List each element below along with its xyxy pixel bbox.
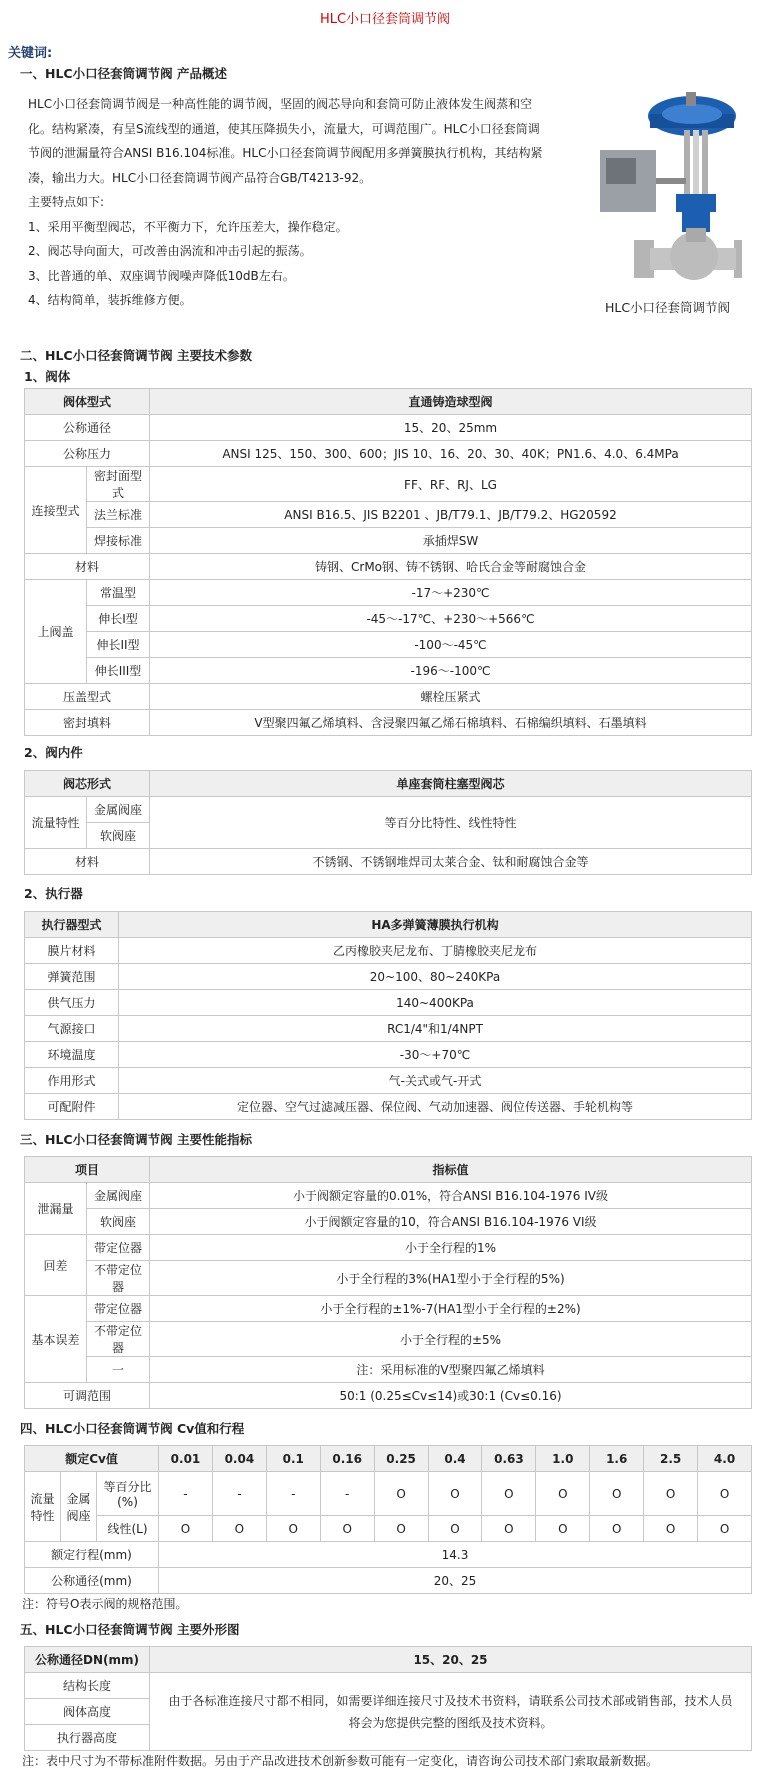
table-row xyxy=(25,554,752,580)
header-cell: 阀体型式 xyxy=(25,389,150,415)
section-2-heading: 二、HLC小口径套筒调节阀 主要技术参数 xyxy=(20,348,252,363)
overview-intro: HLC小口径套筒调节阀是一种高性能的调节阀，坚固的阀芯导向和套筒可防止液体发生阀蒸和空化。结构紧凑，有呈S流线型的通道，使其压降损失小，流量大，可调范围广。HLC小口径套筒调节阀的泄漏量符合ANSI B16.104标准。HLC小口径套筒调节阀配用多弹簧膜执行机构，其结构紧凑，输出力大。HLC小口径套筒调节阀产品符合GB/T4213-92。 xyxy=(28,97,543,185)
lin-cell: O xyxy=(159,1516,213,1542)
dimensions-table xyxy=(24,1646,752,1751)
lin-cell: O xyxy=(428,1516,482,1542)
valve-body-table xyxy=(24,388,752,736)
lin-cell: O xyxy=(212,1516,266,1542)
table-row xyxy=(25,1542,752,1568)
table-row xyxy=(25,441,752,467)
row-value: 不锈钢、不锈钢堆焊司太莱合金、钛和耐腐蚀合金等 xyxy=(150,849,752,875)
table-row xyxy=(25,658,752,684)
row-group-label: 基本误差 xyxy=(25,1296,87,1383)
eq-cell: O xyxy=(590,1472,644,1516)
row-label: 环境温度 xyxy=(25,1042,119,1068)
cv-cell: 0.25 xyxy=(374,1446,428,1472)
eq-cell: O xyxy=(644,1472,698,1516)
row-label: 法兰标准 xyxy=(87,502,150,528)
row-label: 密封面型式 xyxy=(87,467,150,502)
feature-3: 3、比普通的单、双座调节阀噪声降低10dB左右。 xyxy=(28,268,295,283)
lin-cell: O xyxy=(320,1516,374,1542)
header-cell: 指标值 xyxy=(150,1157,752,1183)
keywords-label: 关键词: xyxy=(8,46,53,61)
eq-cell: O xyxy=(698,1472,752,1516)
row-label: 一 xyxy=(87,1357,150,1383)
row-label: 常温型 xyxy=(87,580,150,606)
section-3-heading: 三、HLC小口径套筒调节阀 主要性能指标 xyxy=(20,1132,252,1147)
dimensions-note-cell: 由于各标准连接尺寸都不相同，如需要详细连接尺寸及技术书资料，请联系公司技术部或销售部，技术人员将会为您提供完整的图纸及技术资料。 xyxy=(150,1673,752,1751)
row-label: 作用形式 xyxy=(25,1068,119,1094)
eq-cell: - xyxy=(320,1472,374,1516)
table-row xyxy=(25,415,752,441)
table-row xyxy=(25,1209,752,1235)
lin-cell: O xyxy=(698,1516,752,1542)
section-1-heading: 一、HLC小口径套筒调节阀 产品概述 xyxy=(20,66,227,81)
eq-cell: O xyxy=(428,1472,482,1516)
row-label: 弹簧范围 xyxy=(25,964,119,990)
feature-4: 4、结构简单，装拆维修方便。 xyxy=(28,293,192,307)
table-row xyxy=(25,1068,752,1094)
table-row xyxy=(25,771,752,797)
table-row xyxy=(25,684,752,710)
lin-cell: O xyxy=(374,1516,428,1542)
table-row xyxy=(25,1446,752,1472)
row-label: 软阀座 xyxy=(87,823,150,849)
row-label: 结构长度 xyxy=(25,1673,150,1699)
row-value: 铸钢、CrMo钢、铸不锈钢、哈氏合金等耐腐蚀合金 xyxy=(150,554,752,580)
eq-cell: O xyxy=(482,1472,536,1516)
actuator-table xyxy=(24,911,752,1120)
row-value: 小于全行程的±5% xyxy=(150,1322,752,1357)
table-row xyxy=(25,580,752,606)
table-row xyxy=(25,1296,752,1322)
row-label: 额定行程(mm) xyxy=(25,1542,159,1568)
header-cell: 额定Cv值 xyxy=(25,1446,159,1472)
row-label: 可配附件 xyxy=(25,1094,119,1120)
row-label: 执行器高度 xyxy=(25,1725,150,1751)
table-row xyxy=(25,1094,752,1120)
header-cell: 单座套筒柱塞型阀芯 xyxy=(150,771,752,797)
row-group-label: 泄漏量 xyxy=(25,1183,87,1235)
table-row xyxy=(25,1568,752,1594)
cv-cell: 0.4 xyxy=(428,1446,482,1472)
table-row xyxy=(25,1183,752,1209)
row-group-label: 流量特性 xyxy=(25,797,87,849)
eq-cell: O xyxy=(536,1472,590,1516)
row-value: ANSI 125、150、300、600；JIS 10、16、20、30、40K；PN1.6、4.0、6.4MPa xyxy=(150,441,752,467)
row-label: 软阀座 xyxy=(87,1209,150,1235)
row-label: 伸长I型 xyxy=(87,606,150,632)
table-row xyxy=(25,389,752,415)
table-row xyxy=(25,1157,752,1183)
row-label: 不带定位器 xyxy=(87,1322,150,1357)
row-value: 小于阀额定容量的10，符合ANSI B16.104-1976 VI级 xyxy=(150,1209,752,1235)
row-label: 公称压力 xyxy=(25,441,150,467)
row-label: 伸长II型 xyxy=(87,632,150,658)
cv-cell: 0.01 xyxy=(159,1446,213,1472)
row-value: 140~400KPa xyxy=(119,990,752,1016)
table-row xyxy=(25,912,752,938)
table-row xyxy=(25,606,752,632)
cv-cell: 1.0 xyxy=(536,1446,590,1472)
row-value: 小于全行程的1% xyxy=(150,1235,752,1261)
cv-table xyxy=(24,1445,752,1594)
table-row xyxy=(25,938,752,964)
header-cell: HA多弹簧薄膜执行机构 xyxy=(119,912,752,938)
row-value: -30～+70℃ xyxy=(119,1042,752,1068)
row-group-label: 连接型式 xyxy=(25,467,87,554)
trim-table xyxy=(24,770,752,875)
row-label: 金属阀座 xyxy=(87,1183,150,1209)
cv-cell: 4.0 xyxy=(698,1446,752,1472)
header-cell: 直通铸造球型阀 xyxy=(150,389,752,415)
row-value: ANSI B16.5、JIS B2201 、JB/T79.1、JB/T79.2、HG20592 xyxy=(150,502,752,528)
performance-table xyxy=(24,1156,752,1409)
overview xyxy=(0,84,770,346)
actuator-title: 2、执行器 xyxy=(24,886,83,901)
row-value: 螺栓压紧式 xyxy=(150,684,752,710)
feature-1: 1、采用平衡型阀芯，不平衡力下，允许压差大，操作稳定。 xyxy=(28,219,348,234)
row-value: 注：采用标准的V型聚四氟乙烯填料 xyxy=(150,1357,752,1383)
table-row xyxy=(25,710,752,736)
row-value: 气-关式或气-开式 xyxy=(119,1068,752,1094)
row-value: 承插焊SW xyxy=(150,528,752,554)
lin-cell: O xyxy=(590,1516,644,1542)
row-value: -45～-17℃、+230～+566℃ xyxy=(150,606,752,632)
table-row xyxy=(25,528,752,554)
row-label: 线性(L) xyxy=(97,1516,159,1542)
features-title: 主要特点如下: xyxy=(28,195,105,209)
row-value: 50:1 (0.25≤Cv≤14)或30:1 (Cv≤0.16) xyxy=(150,1383,752,1409)
eq-cell: - xyxy=(159,1472,213,1516)
lin-cell: O xyxy=(644,1516,698,1542)
section-4-heading: 四、HLC小口径套筒调节阀 Cv值和行程 xyxy=(20,1421,245,1436)
dimensions-footnote: 注：表中尺寸为不带标准附件数据。另由于产品改进技术创新参数可能有一定变化，请咨询公司技术部门索取最新数据。 xyxy=(22,1754,659,1768)
row-value: RC1/4"和1/4NPT xyxy=(119,1016,752,1042)
row-label: 阀体高度 xyxy=(25,1699,150,1725)
row-label: 带定位器 xyxy=(87,1235,150,1261)
table-row xyxy=(25,1357,752,1383)
cv-cell: 0.04 xyxy=(212,1446,266,1472)
table-row xyxy=(25,990,752,1016)
row-value: 小于全行程的±1%-7(HA1型小于全行程的±2%) xyxy=(150,1296,752,1322)
row-value: 小于阀额定容量的0.01%，符合ANSI B16.104-1976 IV级 xyxy=(150,1183,752,1209)
row-group-label: 回差 xyxy=(25,1235,87,1296)
row-value: -196～-100℃ xyxy=(150,658,752,684)
header-cell: 15、20、25 xyxy=(150,1647,752,1673)
section-5-heading: 五、HLC小口径套筒调节阀 主要外形图 xyxy=(20,1622,240,1637)
eq-cell: - xyxy=(266,1472,320,1516)
row-value: V型聚四氟乙烯填料、含浸聚四氟乙烯石棉填料、石棉编织填料、石墨填料 xyxy=(150,710,752,736)
row-value: -17～+230℃ xyxy=(150,580,752,606)
cv-cell: 0.1 xyxy=(266,1446,320,1472)
cv-cell: 1.6 xyxy=(590,1446,644,1472)
row-group-label: 流量特性 xyxy=(25,1472,61,1542)
row-group-label: 上阀盖 xyxy=(25,580,87,684)
row-label: 膜片材料 xyxy=(25,938,119,964)
row-value: 15、20、25mm xyxy=(150,415,752,441)
cv-cell: 0.16 xyxy=(320,1446,374,1472)
row-label: 等百分比(%) xyxy=(97,1472,159,1516)
valve-body-title: 1、阀体 xyxy=(24,369,71,384)
table-row xyxy=(25,1516,752,1542)
row-label: 焊接标准 xyxy=(87,528,150,554)
table-row xyxy=(25,632,752,658)
trim-title: 2、阀内件 xyxy=(24,745,83,760)
row-label: 材料 xyxy=(25,849,150,875)
table-row xyxy=(25,502,752,528)
row-value: -100～-45℃ xyxy=(150,632,752,658)
header-cell: 项目 xyxy=(25,1157,150,1183)
row-label: 金属阀座 xyxy=(87,797,150,823)
row-label: 带定位器 xyxy=(87,1296,150,1322)
lin-cell: O xyxy=(482,1516,536,1542)
row-value: 20、25 xyxy=(159,1568,752,1594)
table-row xyxy=(25,1383,752,1409)
row-label: 密封填料 xyxy=(25,710,150,736)
cv-cell: 2.5 xyxy=(644,1446,698,1472)
eq-cell: - xyxy=(212,1472,266,1516)
page-title: HLC小口径套筒调节阀 xyxy=(319,12,451,27)
row-value: 14.3 xyxy=(159,1542,752,1568)
row-label: 公称通径(mm) xyxy=(25,1568,159,1594)
overview-text xyxy=(28,92,548,313)
header-cell: 执行器型式 xyxy=(25,912,119,938)
table-row xyxy=(25,1647,752,1673)
table-row xyxy=(25,1042,752,1068)
row-label: 气源接口 xyxy=(25,1016,119,1042)
table-row xyxy=(25,1673,752,1699)
row-label: 可调范围 xyxy=(25,1383,150,1409)
cv-cell: 0.63 xyxy=(482,1446,536,1472)
table-row xyxy=(25,1322,752,1357)
row-value: 乙丙橡胶夹尼龙布、丁腈橡胶夹尼龙布 xyxy=(119,938,752,964)
header-cell: 阀芯形式 xyxy=(25,771,150,797)
table-row xyxy=(25,1235,752,1261)
table-row xyxy=(25,964,752,990)
table-row xyxy=(25,1472,752,1516)
row-label: 材料 xyxy=(25,554,150,580)
row-value: 等百分比特性、线性特性 xyxy=(150,797,752,849)
row-value: 小于全行程的3%(HA1型小于全行程的5%) xyxy=(150,1261,752,1296)
row-label: 压盖型式 xyxy=(25,684,150,710)
product-image-caption: HLC小口径套筒调节阀 xyxy=(604,300,731,315)
row-label: 公称通径 xyxy=(25,415,150,441)
table-row xyxy=(25,1016,752,1042)
table-row xyxy=(25,797,752,823)
eq-cell: O xyxy=(374,1472,428,1516)
lin-cell: O xyxy=(536,1516,590,1542)
row-label: 伸长III型 xyxy=(87,658,150,684)
valve-product-image xyxy=(594,90,744,290)
row-label: 供气压力 xyxy=(25,990,119,1016)
feature-2: 2、阀芯导向面大，可改善由涡流和冲击引起的振荡。 xyxy=(28,244,312,258)
lin-cell: O xyxy=(266,1516,320,1542)
row-value: FF、RF、RJ、LG xyxy=(150,467,752,502)
cv-note: 注：符号O表示阀的规格范围。 xyxy=(22,1597,188,1611)
row-value: 20~100、80~240KPa xyxy=(119,964,752,990)
row-label: 不带定位器 xyxy=(87,1261,150,1296)
table-row xyxy=(25,849,752,875)
table-row xyxy=(25,467,752,502)
table-row xyxy=(25,1261,752,1296)
header-cell: 公称通径DN(mm) xyxy=(25,1647,150,1673)
row-value: 定位器、空气过滤减压器、保位阀、气动加速器、阀位传送器、手轮机构等 xyxy=(119,1094,752,1120)
row-group-label: 金属阀座 xyxy=(61,1472,97,1542)
